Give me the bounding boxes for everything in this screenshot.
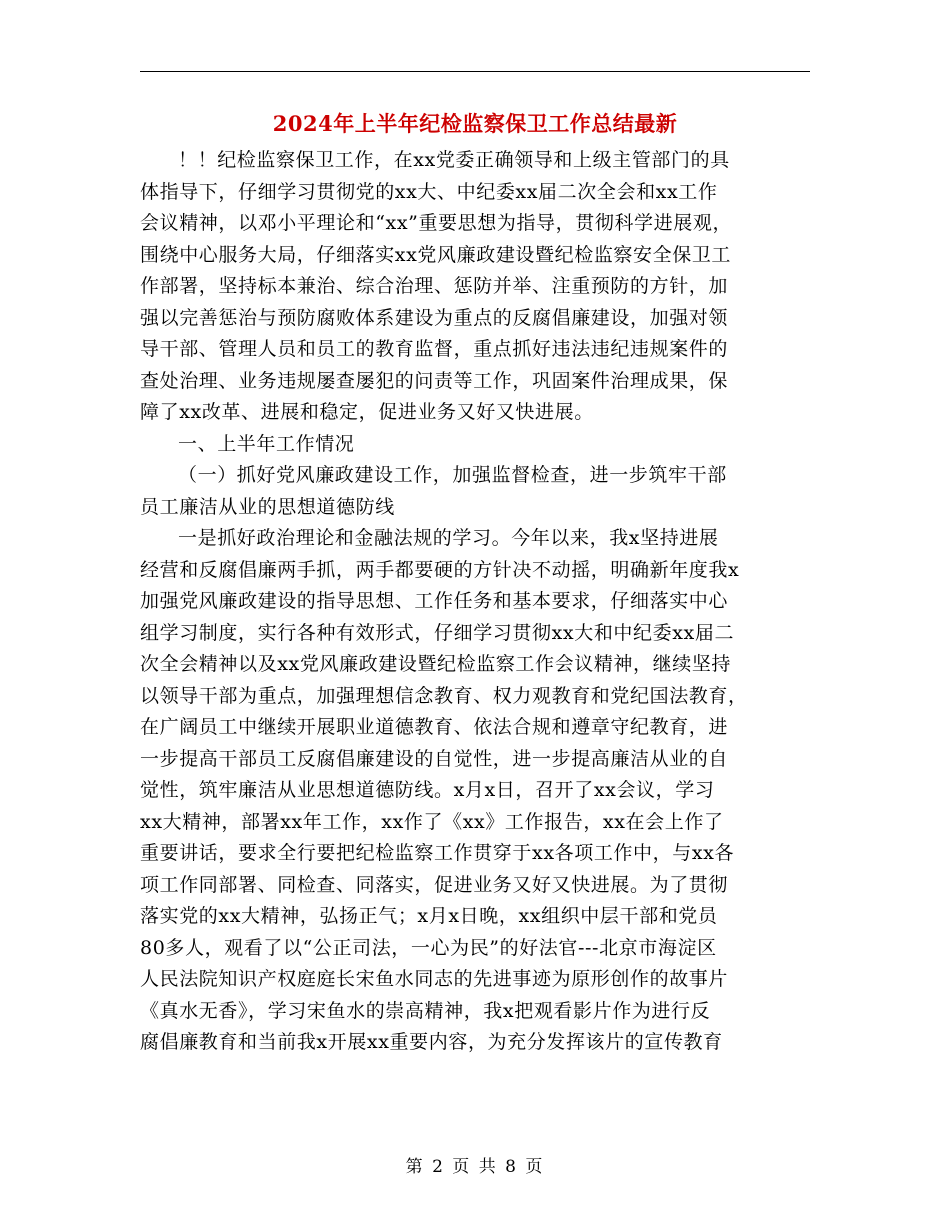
- text-line: 一、上半年工作情况: [178, 432, 355, 455]
- text-line: 以领导干部为重点，加强理想信念教育、权力观教育和党纪国法教育，: [140, 684, 748, 707]
- text-line: 围绕中心服务大局，仔细落实xx党风廉政建设暨纪检监察安全保卫工: [140, 243, 732, 266]
- text-line: 一步提高干部员工反腐倡廉建设的自觉性，进一步提高廉洁从业的自: [140, 747, 729, 770]
- text-line: 项工作同部署、同检查、同落实，促进业务又好又快进展。为了贯彻: [140, 873, 729, 896]
- text-line: 组学习制度，实行各种有效形式，仔细学习贯彻xx大和中纪委xx届二: [140, 621, 735, 644]
- text-line: （一）抓好党风廉政建设工作，加强监督检查，进一步筑牢干部: [178, 464, 727, 486]
- document-title: 2024年上半年纪检监察保卫工作总结最新: [272, 111, 678, 136]
- text-line: 重要讲话，要求全行要把纪检监察工作贯穿于xx各项工作中，与xx各: [140, 842, 735, 864]
- text-line: 腐倡廉教育和当前我x开展xx重要内容，为充分发挥该片的宣传教育: [140, 1031, 723, 1053]
- text-line: 查处治理、业务违规屡查屡犯的问责等工作，巩固案件治理成果，保: [140, 369, 729, 392]
- text-line: 80多人，观看了以“公正司法，一心为民”的好法官---北京市海淀区: [140, 936, 717, 959]
- text-line: 落实党的xx大精神，弘扬正气；x月x日晚，xx组织中层干部和党员: [140, 905, 718, 927]
- text-line: 导干部、管理人员和员工的教育监督，重点抓好违法违纪违规案件的: [140, 338, 729, 360]
- text-line: 员工廉洁从业的思想道德防线: [140, 495, 395, 518]
- header-rule: [140, 71, 810, 72]
- text-line: ！！纪检监察保卫工作，在xx党委正确领导和上级主管部门的具: [178, 149, 730, 171]
- text-line: 加强党风廉政建设的指导思想、工作任务和基本要求，仔细落实中心: [140, 590, 729, 612]
- text-line: xx大精神，部署xx年工作，xx作了《xx》工作报告，xx在会上作了: [140, 810, 724, 833]
- text-line: 在广阔员工中继续开展职业道德教育、依法合规和遵章守纪教育，进: [140, 716, 729, 738]
- text-line: 障了xx改革、进展和稳定，促进业务又好又快进展。: [140, 401, 594, 423]
- text-line: 一是抓好政治理论和金融法规的学习。今年以来，我x坚持进展: [178, 527, 719, 549]
- text-line: 强以完善惩治与预防腐败体系建设为重点的反腐倡廉建设，加强对领: [140, 306, 729, 329]
- text-line: 《真水无香》，学习宋鱼水的崇高精神，我x把观看影片作为进行反: [140, 999, 711, 1022]
- text-line: 体指导下，仔细学习贯彻党的xx大、中纪委xx届二次全会和xx工作: [140, 180, 718, 203]
- text-line: 觉性，筑牢廉洁从业思想道德防线。x月x日，召开了xx会议，学习: [140, 779, 715, 801]
- text-line: 人民法院知识产权庭庭长宋鱼水同志的先进事迹为原形创作的故事片: [140, 968, 729, 990]
- text-line: 会议精神，以邓小平理论和“xx”重要思想为指导，贯彻科学进展观，: [140, 212, 733, 234]
- text-line: 作部署，坚持标本兼治、综合治理、惩防并举、注重预防的方针，加: [140, 275, 729, 297]
- text-line: 次全会精神以及xx党风廉政建设暨纪检监察工作会议精神，继续坚持: [140, 653, 732, 675]
- document-body: [140, 145, 812, 1059]
- page-footer: 第 2 页 共 8 页: [405, 1157, 545, 1177]
- text-line: 经营和反腐倡廉两手抓，两手都要硬的方针决不动摇，明确新年度我x: [140, 558, 740, 581]
